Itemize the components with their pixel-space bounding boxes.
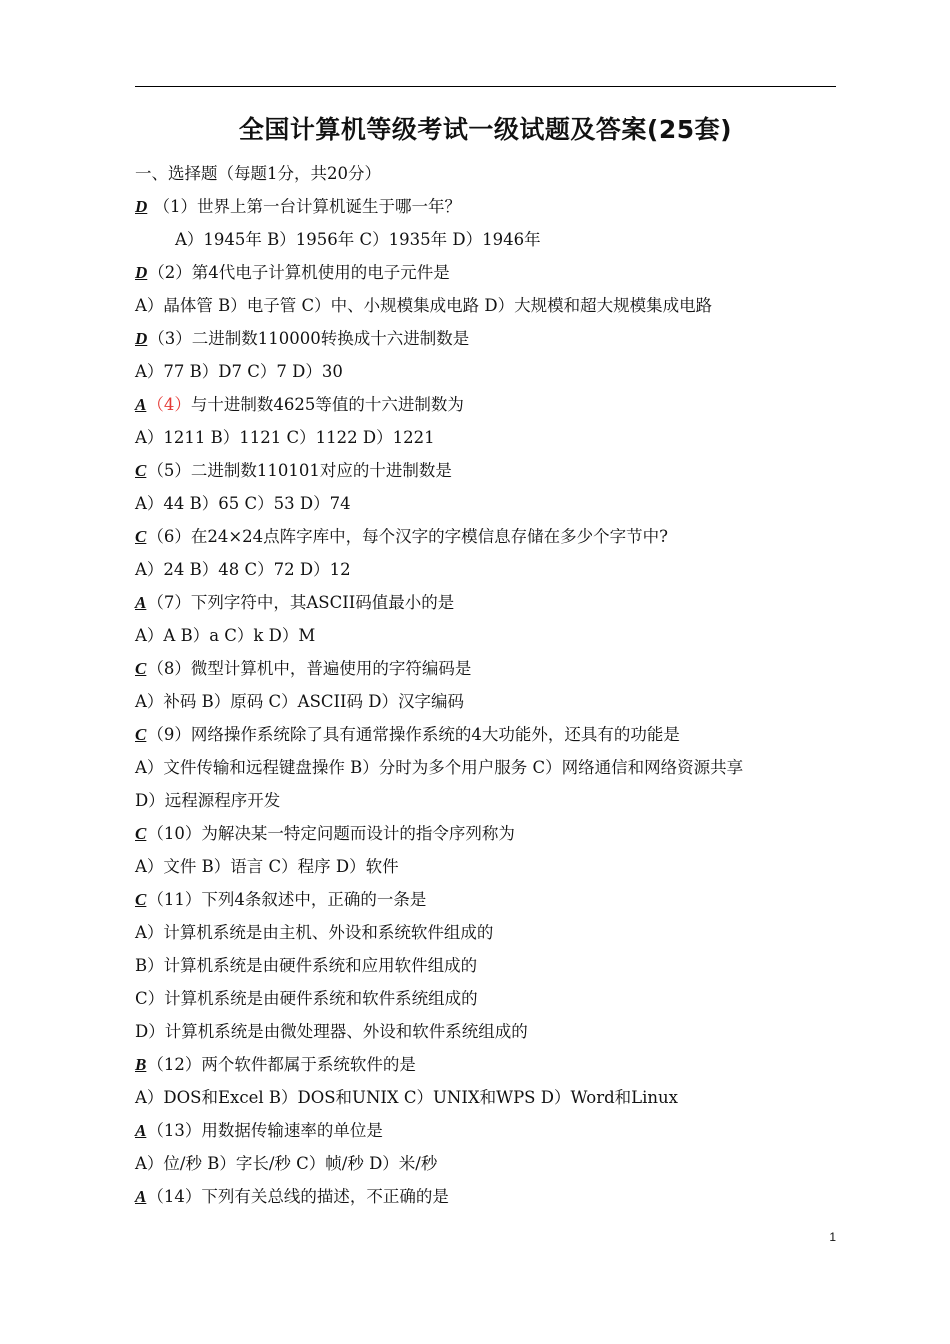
question-text: 两个软件都属于系统软件的是: [201, 1055, 416, 1074]
question-number: （11）: [147, 890, 202, 909]
answer-key: A: [135, 395, 147, 414]
options-line: A）1945年 B）1956年 C）1935年 D）1946年: [175, 230, 541, 249]
options-line: A）晶体管 B）电子管 C）中、小规模集成电路 D）大规模和超大规模集成电路: [135, 296, 713, 315]
options-line: A）44 B）65 C）53 D）74: [135, 494, 351, 513]
answer-key: C: [135, 890, 147, 909]
question-line: [135, 1183, 855, 1216]
answer-key: A: [135, 1121, 147, 1140]
options-line: B）计算机系统是由硬件系统和应用软件组成的: [135, 956, 478, 975]
options-line: A）文件 B）语言 C）程序 D）软件: [135, 857, 399, 876]
question-line: [135, 325, 855, 358]
question-text: 下列有关总线的描述，不正确的是: [201, 1187, 449, 1206]
options-line: C）计算机系统是由硬件系统和软件系统组成的: [135, 989, 478, 1008]
answer-key: D: [135, 197, 148, 216]
answer-key: A: [135, 1187, 147, 1206]
question-text: 为解决某一特定问题而设计的指令序列称为: [201, 824, 515, 843]
question-text: 第4代电子计算机使用的电子元件是: [191, 263, 450, 282]
question-text: 在24×24点阵字库中，每个汉字的字模信息存储在多少个字节中?: [190, 527, 669, 546]
question-list: [135, 160, 855, 1216]
options-line: D）远程源程序开发: [135, 791, 281, 810]
question-number: （7）: [147, 593, 191, 612]
question-text: 下列4条叙述中，正确的一条是: [201, 890, 427, 909]
answer-key: C: [135, 725, 147, 744]
answer-key: C: [135, 461, 147, 480]
question-line: [135, 589, 855, 622]
question-text: 与十进制数4625等值的十六进制数为: [190, 395, 464, 414]
header-rule: [135, 86, 836, 87]
question-line: [135, 820, 855, 853]
options-line: A）补码 B）原码 C）ASCII码 D）汉字编码: [135, 692, 465, 711]
document-title: 全国计算机等级考试一级试题及答案(25套): [238, 115, 733, 144]
question-text: 微型计算机中，普遍使用的字符编码是: [190, 659, 472, 678]
question-line: [135, 523, 855, 556]
question-number: （6）: [147, 527, 191, 546]
options-line: A）DOS和Excel B）DOS和UNIX C）UNIX和WPS D）Word和Linux: [135, 1088, 678, 1107]
question-text: 二进制数110101对应的十进制数是: [190, 461, 452, 480]
answer-key: D: [135, 263, 148, 282]
question-number: （8）: [147, 659, 191, 678]
answer-key: B: [135, 1055, 147, 1074]
question-number: （5）: [147, 461, 191, 480]
question-line: [135, 721, 855, 754]
question-number: （4）: [147, 395, 191, 414]
options-line: A）77 B）D7 C）7 D）30: [135, 362, 343, 381]
question-number: （1）: [148, 197, 198, 216]
question-number: （13）: [147, 1121, 202, 1140]
question-line: [135, 259, 855, 292]
question-number: （12）: [147, 1055, 202, 1074]
question-number: （14）: [147, 1187, 202, 1206]
section-heading: 一、选择题（每题1分，共20分）: [135, 164, 381, 183]
question-line: [135, 655, 855, 688]
answer-key: A: [135, 593, 147, 612]
question-number: （10）: [147, 824, 202, 843]
question-text: 网络操作系统除了具有通常操作系统的4大功能外，还具有的功能是: [190, 725, 680, 744]
question-number: （3）: [148, 329, 192, 348]
answer-key: C: [135, 824, 147, 843]
page-number: 1: [829, 1230, 836, 1244]
answer-key: C: [135, 527, 147, 546]
options-line: A）位/秒 B）字长/秒 C）帧/秒 D）米/秒: [135, 1154, 438, 1173]
question-line: [135, 886, 855, 919]
options-line: A）文件传输和远程键盘操作 B）分时为多个用户服务 C）网络通信和网络资源共享: [135, 758, 744, 777]
question-number: （2）: [148, 263, 192, 282]
options-line: A）24 B）48 C）72 D）12: [135, 560, 351, 579]
options-line: A）1211 B）1121 C）1122 D）1221: [135, 428, 435, 447]
question-text: 二进制数110000转换成十六进制数是: [191, 329, 470, 348]
question-line: [135, 1117, 855, 1150]
answer-key: D: [135, 329, 148, 348]
question-text: 下列字符中，其ASCII码值最小的是: [190, 593, 455, 612]
answer-key: C: [135, 659, 147, 678]
options-line: A）A B）a C）k D）M: [135, 626, 316, 645]
question-line: [135, 457, 855, 490]
question-text: 用数据传输速率的单位是: [201, 1121, 383, 1140]
options-line: D）计算机系统是由微处理器、外设和软件系统组成的: [135, 1022, 528, 1041]
question-line: [135, 193, 855, 226]
question-number: （9）: [147, 725, 191, 744]
options-line: A）计算机系统是由主机、外设和系统软件组成的: [135, 923, 494, 942]
question-text: 世界上第一台计算机诞生于哪一年？: [197, 197, 462, 216]
question-line: [135, 1051, 855, 1084]
question-line: [135, 391, 855, 424]
